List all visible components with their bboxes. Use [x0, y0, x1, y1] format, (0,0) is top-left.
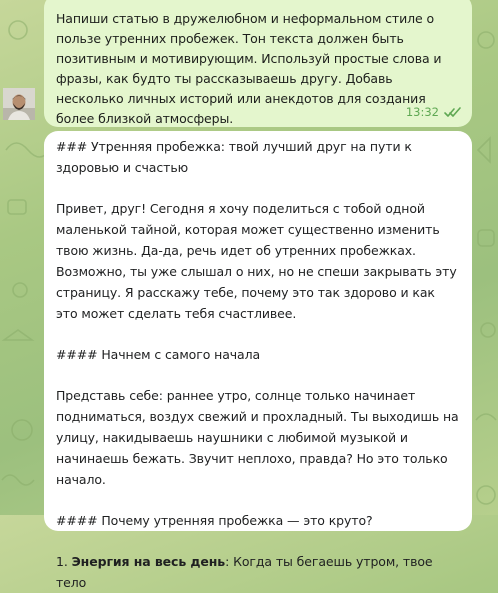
list-item-text: : Когда ты бегаешь утром, твое тело — [56, 554, 433, 590]
outgoing-message-bubble[interactable] — [44, 0, 472, 127]
avatar-photo-icon — [3, 88, 35, 120]
list-item — [56, 551, 460, 593]
incoming-message-bubble[interactable] — [44, 131, 472, 590]
article-heading: ### Утренняя пробежка: твой лучший друг на пути к здоровью и счастью — [56, 139, 412, 175]
section-text: Представь себе: раннее утро, солнце только начинает подниматься, воздух свежий и прохладный. Ты выходишь на улицу, накидываешь наушники с любимой музыкой и начинаешь бежать. Звучит неплохо, правда? Но это только начало. — [56, 388, 459, 487]
list-item-bold: Энергия на весь день — [71, 554, 226, 569]
section-title: #### Начнем с самого начала — [56, 347, 261, 362]
article-intro: Привет, друг! Сегодня я хочу поделиться с тобой одной маленькой тайной, которая может существенно изменить твою жизнь. Да-да, речь идет об утренних пробежках. Возможно, ты уже слышал о них, но не спеши закрывать эту страницу. Я расскажу тебе, почему это так здорово и как это может сделать тебя счастливее. — [56, 201, 457, 321]
user-avatar[interactable] — [3, 88, 35, 120]
double-check-icon — [444, 107, 462, 118]
message-time: 13:32 — [405, 105, 439, 119]
message-meta — [406, 105, 462, 119]
outgoing-message-text: Напиши статью в дружелюбном и неформальном стиле о пользе утренних пробежек. Тон текста должен быть позитивным и мотивирующим. Используй простые слова и фразы, как будто ты рассказываешь другу. Добавь несколько личных историй или анекдотов для создания более близкой атмосферы. — [56, 11, 442, 126]
list-item-number: 1. — [56, 554, 68, 569]
section-title: #### Почему утренняя пробежка — это круто? — [56, 513, 373, 528]
